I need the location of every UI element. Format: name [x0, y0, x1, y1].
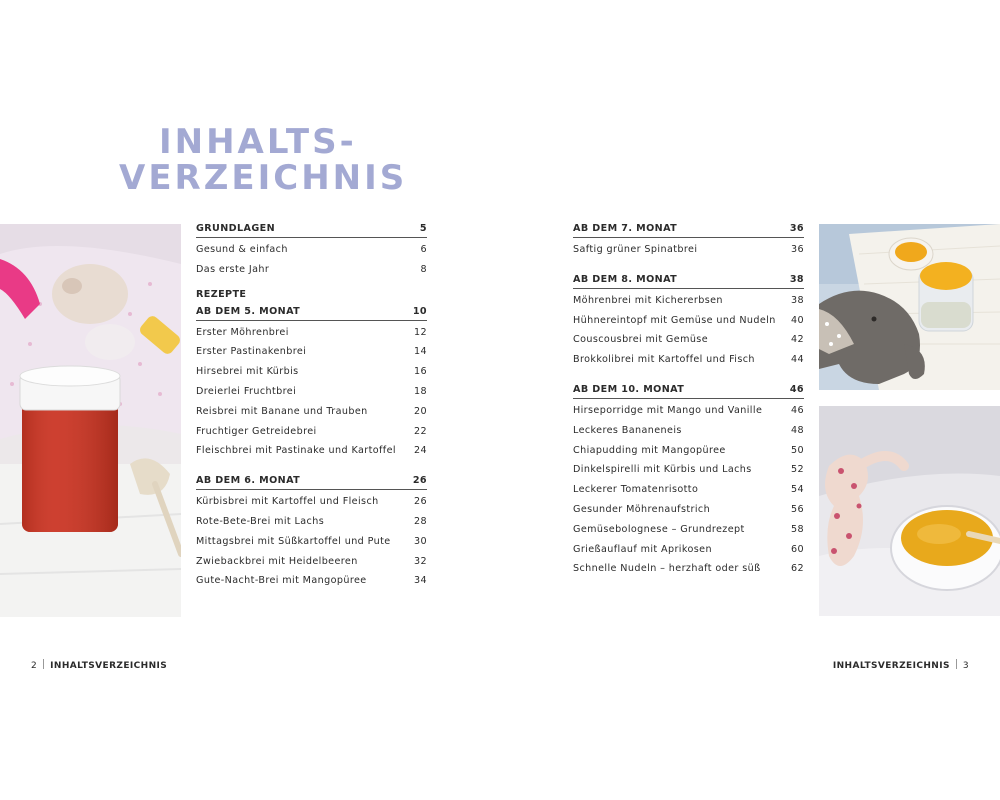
toc-right-column — [573, 220, 804, 579]
toc-entry[interactable]: Erster Möhrenbrei 12 — [196, 326, 427, 338]
toc-entry[interactable]: Zwiebackbrei mit Heidelbeeren 32 — [196, 555, 427, 567]
toc-heading-10-monat[interactable]: AB DEM 10. MONAT 46 — [573, 381, 804, 399]
toc-entry[interactable]: Das erste Jahr 8 — [196, 263, 427, 275]
toc-heading-6-monat[interactable]: AB DEM 6. MONAT 26 — [196, 472, 427, 490]
toc-entry[interactable]: Brokkolibrei mit Kartoffel und Fisch 44 — [573, 354, 804, 366]
toc-entry[interactable]: Grießauflauf mit Aprikosen 60 — [573, 543, 804, 555]
title-line-2: VERZEICHNIS — [119, 158, 408, 198]
toc-heading-7-monat[interactable]: AB DEM 7. MONAT 36 — [573, 220, 804, 238]
toc-entry[interactable]: Dreierlei Fruchtbrei 18 — [196, 385, 427, 397]
toc-entry[interactable]: Couscousbrei mit Gemüse 42 — [573, 334, 804, 346]
toc-entry[interactable]: Saftig grüner Spinatbrei 36 — [573, 244, 804, 255]
title-line-1: INHALTS- — [159, 122, 357, 162]
toc-entry[interactable]: Chiapudding mit Mangopüree 50 — [573, 444, 804, 456]
toc-entry[interactable]: Leckerer Tomatenrisotto 54 — [573, 484, 804, 496]
toc-entry[interactable]: Leckeres Bananeneis 48 — [573, 424, 804, 436]
toc-entry[interactable]: Hühnereintopf mit Gemüse und Nudeln 40 — [573, 314, 804, 326]
toc-category-rezepte: REZEPTE — [196, 288, 247, 300]
running-head-left: INHALTSVERZEICHNIS — [50, 661, 168, 671]
toc-entry[interactable]: Fruchtiger Getreidebrei 22 — [196, 425, 427, 437]
running-head-right: INHALTSVERZEICHNIS — [832, 661, 950, 671]
toc-left-column — [196, 220, 427, 591]
footer-divider — [43, 659, 44, 669]
footer-left — [31, 659, 167, 671]
toc-entry[interactable]: Reisbrei mit Banane und Trauben 20 — [196, 405, 427, 417]
photo-jar-red-puree — [0, 224, 181, 617]
toc-entry[interactable]: Gemüsebolognese – Grundrezept 58 — [573, 523, 804, 535]
footer-divider — [956, 659, 957, 669]
toc-entry[interactable]: Rote-Bete-Brei mit Lachs 28 — [196, 515, 427, 527]
toc-entry[interactable]: Hirseporridge mit Mango und Vanille 46 — [573, 404, 804, 416]
toc-entry[interactable]: Dinkelspirelli mit Kürbis und Lachs 52 — [573, 464, 804, 476]
toc-entry[interactable]: Hirsebrei mit Kürbis 16 — [196, 366, 427, 378]
photo-elephant-mango-cups — [819, 224, 1000, 390]
toc-entry[interactable]: Erster Pastinakenbrei 14 — [196, 346, 427, 358]
page-title — [119, 124, 407, 196]
toc-entry[interactable]: Gesunder Möhrenaufstrich 56 — [573, 503, 804, 515]
toc-heading-5-monat[interactable]: AB DEM 5. MONAT 10 — [196, 303, 427, 321]
toc-heading-8-monat[interactable]: AB DEM 8. MONAT 38 — [573, 271, 804, 289]
toc-entry[interactable]: Gesund & einfach 6 — [196, 244, 427, 255]
toc-entry[interactable]: Mittagsbrei mit Süßkartoffel und Pute 30 — [196, 535, 427, 547]
page-number-left: 2 — [31, 661, 38, 671]
toc-entry[interactable]: Kürbisbrei mit Kartoffel und Fleisch 26 — [196, 496, 427, 508]
photo-bunny-puree-bowl — [819, 406, 1000, 616]
toc-entry[interactable]: Möhrenbrei mit Kichererbsen 38 — [573, 294, 804, 306]
toc-heading-grundlagen[interactable]: GRUNDLAGEN 5 — [196, 220, 427, 238]
toc-entry[interactable]: Fleischbrei mit Pastinake und Kartoffel 24 — [196, 445, 427, 457]
toc-entry[interactable]: Gute-Nacht-Brei mit Mangopüree 34 — [196, 575, 427, 587]
toc-entry[interactable]: Schnelle Nudeln – herzhaft oder süß 62 — [573, 563, 804, 575]
page-number-right: 3 — [962, 661, 969, 671]
footer-right — [833, 659, 969, 671]
